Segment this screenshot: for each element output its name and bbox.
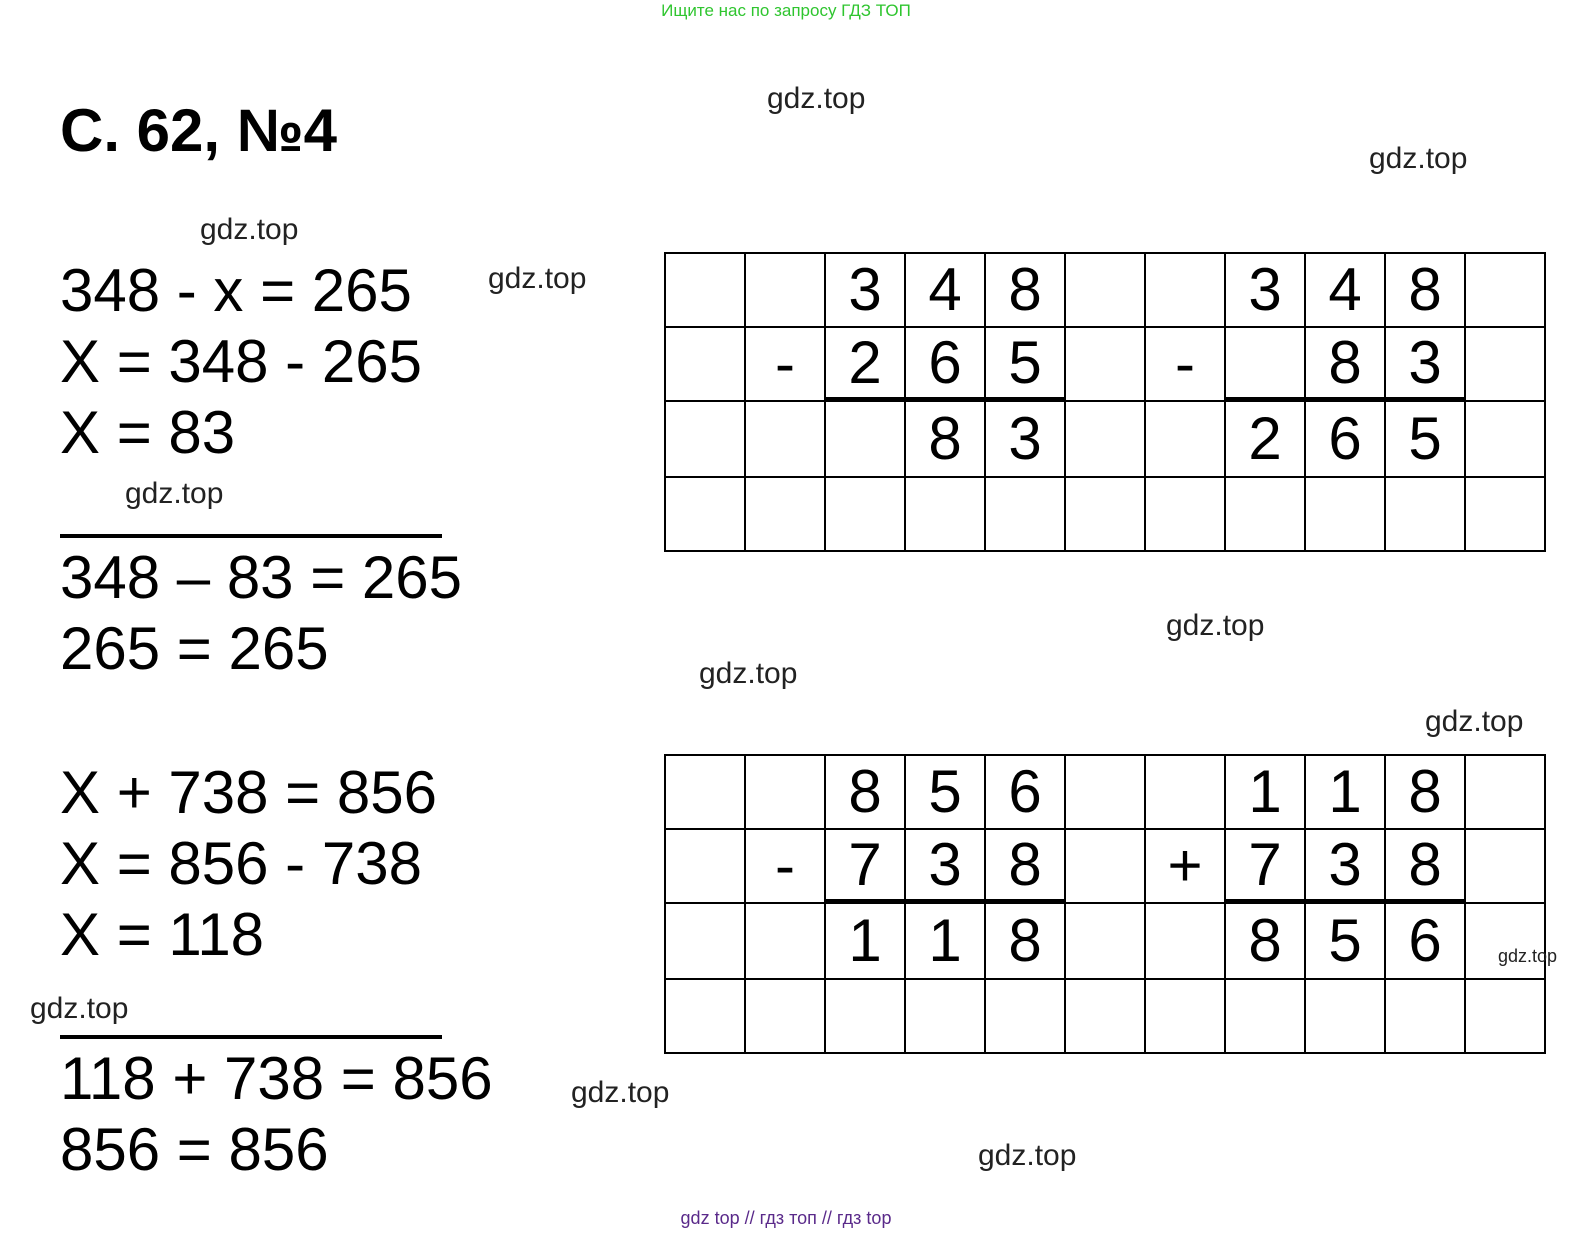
watermark: gdz.top	[1425, 705, 1524, 738]
grid-cell: 1	[1226, 756, 1306, 830]
grid-cell: 7	[1226, 830, 1306, 904]
watermark: gdz.top	[699, 657, 798, 690]
grid-cell	[666, 830, 746, 904]
grid-cell: 6	[1306, 402, 1386, 478]
watermark: gdz.top	[488, 262, 587, 295]
grid-cell: 2	[826, 328, 906, 402]
grid-cell: 8	[986, 904, 1066, 980]
grid-cell: -	[746, 328, 826, 402]
grid-cell	[986, 980, 1066, 1054]
grid-cell: 8	[1386, 254, 1466, 328]
grid-cell	[906, 980, 986, 1054]
check-2-line-1: 118 + 738 = 856	[60, 1045, 493, 1112]
check-1-line-1: 348 – 83 = 265	[60, 544, 463, 611]
grid-cell	[1146, 904, 1226, 980]
grid-cell	[1146, 478, 1226, 552]
grid-cell: 8	[906, 402, 986, 478]
watermark: gdz.top	[978, 1139, 1077, 1172]
grid-cell	[746, 904, 826, 980]
grid-cell	[1066, 254, 1146, 328]
grid-cell: 8	[986, 254, 1066, 328]
grid-cell	[666, 478, 746, 552]
grid-cell: 5	[1386, 402, 1466, 478]
watermark: gdz.top	[571, 1076, 670, 1109]
grid-cell	[1466, 830, 1546, 904]
grid-cell: 2	[1226, 402, 1306, 478]
watermark: gdz.top	[125, 477, 224, 510]
footer-links: gdz top // гдз топ // гдз top	[680, 1208, 892, 1228]
grid-cell	[826, 478, 906, 552]
grid-cell: 6	[906, 328, 986, 402]
grid-cell	[1066, 756, 1146, 830]
search-banner: Ищите нас по запросу ГДЗ ТОП	[661, 1, 911, 20]
watermark: gdz.top	[30, 992, 129, 1025]
column-calculation-grid-1	[664, 252, 1546, 552]
grid-cell	[1066, 980, 1146, 1054]
check-divider-1	[60, 534, 442, 538]
grid-cell: -	[746, 830, 826, 904]
grid-cell	[1066, 402, 1146, 478]
grid-cell: 6	[1386, 904, 1466, 980]
grid-cell	[666, 402, 746, 478]
page-title: С. 62, №4	[60, 97, 338, 164]
grid-cell	[1386, 478, 1466, 552]
watermark: gdz.top	[1369, 142, 1468, 175]
grid-cell: 5	[1306, 904, 1386, 980]
grid-cell	[1066, 830, 1146, 904]
grid-cell	[1066, 328, 1146, 402]
grid-cell	[746, 402, 826, 478]
grid-cell	[746, 756, 826, 830]
grid-cell: 3	[826, 254, 906, 328]
equation-2-line-3: X = 118	[60, 901, 265, 968]
equation-1-line-2: X = 348 - 265	[60, 328, 422, 395]
grid-cell: 3	[986, 402, 1066, 478]
grid-cell: 4	[1306, 254, 1386, 328]
grid-cell: -	[1146, 328, 1226, 402]
equation-1-line-1: 348 - x = 265	[60, 257, 412, 324]
grid-cell: 1	[1306, 756, 1386, 830]
grid-cell	[1466, 402, 1546, 478]
grid-cell	[1226, 980, 1306, 1054]
grid-cell: 3	[1306, 830, 1386, 904]
grid-cell: 8	[1386, 756, 1466, 830]
grid-cell	[1466, 254, 1546, 328]
grid-cell	[746, 478, 826, 552]
grid-cell: 3	[1386, 328, 1466, 402]
grid-cell	[1386, 980, 1466, 1054]
column-calculation-grid-2	[664, 754, 1546, 1054]
grid-cell	[666, 980, 746, 1054]
grid-cell	[666, 328, 746, 402]
grid-cell	[1466, 904, 1546, 980]
grid-cell	[1226, 478, 1306, 552]
grid-cell: 7	[826, 830, 906, 904]
watermark: gdz.top	[1498, 946, 1558, 966]
grid-cell	[1306, 980, 1386, 1054]
grid-cell	[1066, 904, 1146, 980]
grid-cell: 8	[1226, 904, 1306, 980]
equation-2-line-2: X = 856 - 738	[60, 830, 422, 897]
watermark: gdz.top	[767, 82, 866, 115]
grid-cell	[666, 904, 746, 980]
grid-cell: +	[1146, 830, 1226, 904]
grid-cell: 5	[986, 328, 1066, 402]
watermark: gdz.top	[1166, 609, 1265, 642]
grid-cell	[1466, 980, 1546, 1054]
grid-cell: 5	[906, 756, 986, 830]
grid-cell: 8	[1306, 328, 1386, 402]
grid-cell: 4	[906, 254, 986, 328]
grid-cell: 6	[986, 756, 1066, 830]
grid-cell	[666, 756, 746, 830]
grid-cell	[746, 980, 826, 1054]
grid-cell	[1146, 402, 1226, 478]
check-2-line-2: 856 = 856	[60, 1116, 329, 1183]
grid-cell	[666, 254, 746, 328]
grid-cell	[906, 478, 986, 552]
check-divider-2	[60, 1035, 442, 1039]
grid-cell	[1146, 756, 1226, 830]
grid-cell	[1226, 328, 1306, 402]
watermark: gdz.top	[200, 213, 299, 246]
grid-cell: 8	[826, 756, 906, 830]
grid-cell	[1466, 478, 1546, 552]
grid-cell: 3	[1226, 254, 1306, 328]
grid-cell	[1146, 254, 1226, 328]
grid-cell: 8	[986, 830, 1066, 904]
grid-cell	[1066, 478, 1146, 552]
grid-cell: 8	[1386, 830, 1466, 904]
grid-cell	[1466, 328, 1546, 402]
grid-cell	[826, 402, 906, 478]
grid-cell	[1146, 980, 1226, 1054]
grid-cell: 1	[826, 904, 906, 980]
grid-cell	[826, 980, 906, 1054]
grid-cell	[986, 478, 1066, 552]
equation-2-line-1: X + 738 = 856	[60, 759, 437, 826]
check-1-line-2: 265 = 265	[60, 615, 329, 682]
grid-cell	[1466, 756, 1546, 830]
grid-cell: 1	[906, 904, 986, 980]
grid-cell	[746, 254, 826, 328]
equation-1-line-3: X = 83	[60, 399, 236, 466]
grid-cell: 3	[906, 830, 986, 904]
grid-cell	[1306, 478, 1386, 552]
